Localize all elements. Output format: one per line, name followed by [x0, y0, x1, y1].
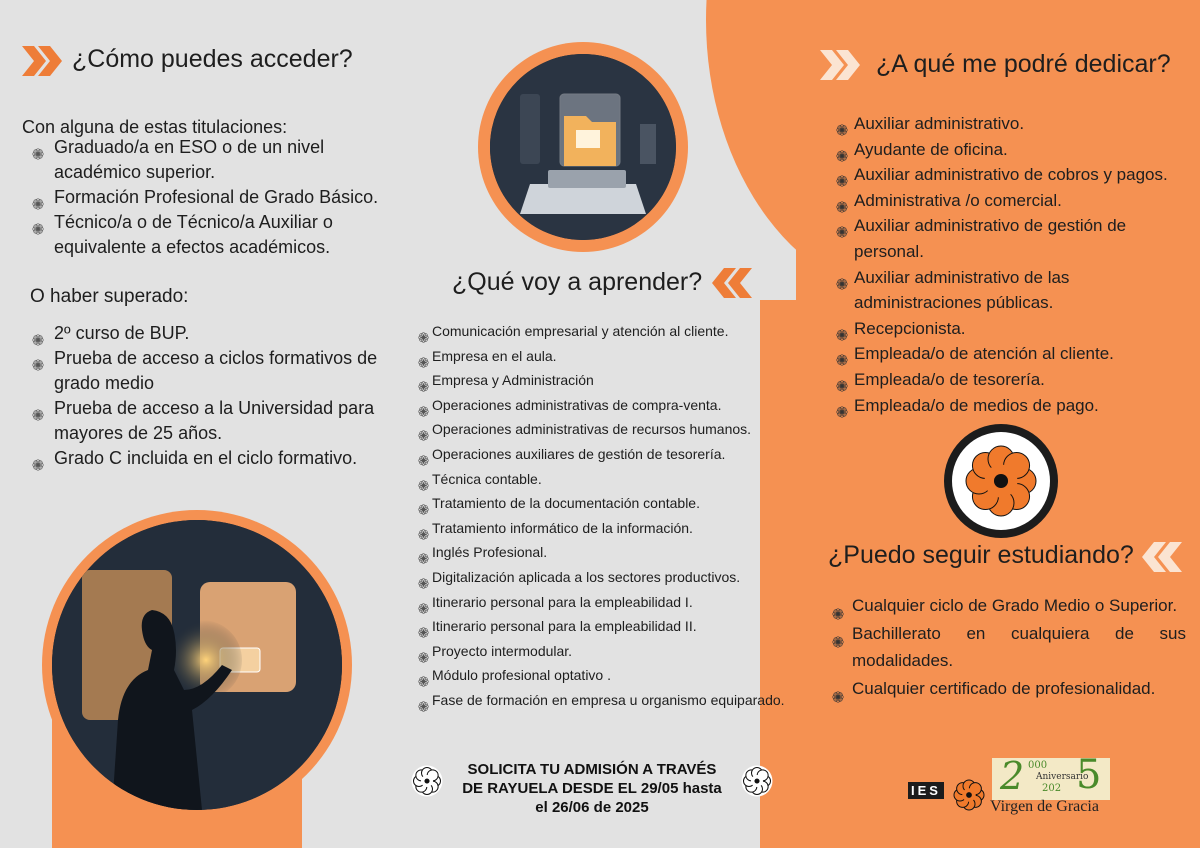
- modules-list: [418, 319, 798, 713]
- list-item-text: Graduado/a en ESO o de un nivel académico superior.: [54, 137, 325, 182]
- cta-line-1: SOLICITA TU ADMISIÓN A TRAVÉS: [467, 761, 717, 778]
- ies-label: IES: [908, 782, 944, 799]
- anniversary-mark: [992, 752, 1110, 800]
- flower-bullet-icon: [836, 272, 848, 298]
- list-item: [418, 614, 798, 639]
- list-item: [836, 393, 1186, 419]
- jobs-title: ¿A qué me podré dedicar?: [876, 50, 1171, 78]
- flower-bullet-icon: [418, 695, 429, 720]
- list-item: [836, 316, 1186, 342]
- list-item: [836, 111, 1186, 137]
- flower-badge-icon-left: [410, 764, 444, 803]
- list-item: [836, 188, 1186, 214]
- list-item: [836, 341, 1186, 367]
- list-item-text: Empleada/o de medios de pago.: [854, 395, 1099, 415]
- flower-bullet-icon: [32, 217, 44, 242]
- jobs-list: [836, 111, 1186, 418]
- list-item: [418, 540, 798, 565]
- access-title: ¿Cómo puedes acceder?: [72, 45, 353, 73]
- school-emblem: [944, 424, 1058, 538]
- list-item-text: Prueba de acceso a ciclos formativos de grado medio: [54, 348, 378, 393]
- list-item-text: Bachillerato en cualquiera de sus modalidades.: [852, 623, 1186, 670]
- list-item: [836, 265, 1186, 316]
- double-chevron-right-icon: [818, 48, 862, 82]
- flower-bullet-icon: [836, 400, 848, 426]
- school-name: Virgen de Gracia: [990, 798, 1099, 815]
- access-intro: Con alguna de estas titulaciones:: [22, 117, 288, 137]
- flower-bullet-icon: [32, 403, 44, 428]
- list-item-text: Cualquier certificado de profesionalidad.: [852, 678, 1156, 698]
- list-item: [22, 135, 382, 185]
- cta-line-3: el 26/06 de 2025: [535, 799, 649, 816]
- list-item: [22, 396, 402, 446]
- list-item: [418, 688, 798, 713]
- list-item: [836, 137, 1186, 163]
- list-item-text: Auxiliar administrativo de cobros y pagos.: [854, 165, 1168, 185]
- flower-badge-icon-right: [740, 764, 774, 803]
- list-item: [418, 417, 798, 442]
- logo-flower-icon: [950, 776, 988, 819]
- list-item: [828, 675, 1186, 703]
- learn-title: ¿Qué voy a aprender?: [452, 268, 703, 296]
- flower-bullet-icon: [32, 453, 44, 478]
- aniv-label: Aniversario: [1036, 772, 1089, 782]
- list-item-text: Técnico/a o de Técnico/a Auxiliar o equivalente a efectos académicos.: [54, 212, 333, 257]
- cta-line-2: DE RAYUELA DESDE EL 29/05 hasta: [462, 780, 722, 797]
- list-item: [22, 346, 402, 396]
- list-item-text: Módulo profesional optativo .: [432, 667, 611, 684]
- list-item: [22, 321, 402, 346]
- list-item-text: Auxiliar administrativo de gestión de personal.: [854, 216, 1127, 261]
- flower-bullet-icon: [836, 220, 848, 246]
- businessman-illustration: [52, 520, 342, 810]
- list-item-text: Proyecto intermodular.: [432, 642, 573, 659]
- list-item-text: Itinerario personal para la empleabilidad I.: [432, 593, 693, 610]
- list-item-text: Formación Profesional de Grado Básico.: [54, 187, 379, 207]
- list-item-text: Empresa en el aula.: [432, 347, 557, 364]
- list-item-text: Cualquier ciclo de Grado Medio o Superior.: [852, 596, 1178, 615]
- list-item: [22, 185, 382, 210]
- list-item: [836, 162, 1186, 188]
- list-item-text: Digitalización aplicada a los sectores productivos.: [432, 568, 741, 585]
- list-item: [418, 491, 798, 516]
- list-item-text: Itinerario personal para la empleabilidad II.: [432, 618, 697, 635]
- flower-bullet-icon: [832, 684, 844, 712]
- laptop-folder-illustration: [490, 54, 676, 240]
- study-title: ¿Puedo seguir estudiando?: [828, 541, 1134, 569]
- list-item-text: Grado C incluida en el ciclo formativo.: [54, 448, 358, 468]
- list-item-text: Tratamiento informático de la información.: [432, 519, 693, 536]
- aniv-5: 5: [1076, 752, 1102, 798]
- list-item-text: Empleada/o de atención al cliente.: [854, 344, 1114, 364]
- list-item-text: Auxiliar administrativo.: [854, 114, 1025, 133]
- list-item: [418, 590, 798, 615]
- list-item: [418, 467, 798, 492]
- list-item: [836, 367, 1186, 393]
- list-item: [418, 565, 798, 590]
- list-item-text: Auxiliar administrativo de las administraciones públicas.: [854, 267, 1070, 313]
- list-item-text: Administrativa /o comercial.: [854, 190, 1062, 210]
- or-label: O haber superado:: [30, 286, 189, 307]
- list-item: [418, 663, 798, 688]
- list-item-text: Operaciones administrativas de recursos humanos.: [432, 421, 752, 438]
- list-item: [836, 213, 1186, 264]
- superado-list: [22, 321, 402, 471]
- admission-cta: [452, 760, 732, 817]
- aniv-bottom: 202: [1042, 783, 1062, 794]
- list-item-text: Empleada/o de tesorería.: [854, 369, 1045, 389]
- titulaciones-list: [22, 135, 382, 260]
- list-item: [22, 210, 382, 260]
- list-item-text: Empresa y Administración: [432, 372, 594, 389]
- double-chevron-right-icon: [20, 44, 64, 78]
- study-list: [828, 592, 1186, 702]
- list-item-text: Recepcionista.: [854, 318, 966, 338]
- list-item: [418, 639, 798, 664]
- list-item-text: Prueba de acceso a la Universidad para mayores de 25 años.: [54, 398, 375, 443]
- list-item-text: Operaciones auxiliares de gestión de tesorería.: [432, 445, 726, 462]
- list-item-text: Ayudante de oficina.: [854, 139, 1008, 159]
- double-chevron-left-icon: [710, 266, 754, 300]
- list-item-text: Tratamiento de la documentación contable.: [432, 495, 700, 512]
- list-item: [418, 442, 798, 467]
- list-item: [828, 592, 1186, 620]
- aniv-2: 2: [1000, 754, 1025, 798]
- list-item-text: Técnica contable.: [432, 470, 542, 487]
- list-item-text: Fase de formación en empresa u organismo equiparado.: [432, 691, 785, 708]
- list-item-text: Operaciones administrativas de compra-venta.: [432, 396, 722, 413]
- aniv-top: 000: [1028, 760, 1048, 771]
- list-item: [418, 368, 798, 393]
- list-item-text: 2º curso de BUP.: [54, 323, 190, 343]
- list-item-text: Inglés Profesional.: [432, 544, 548, 561]
- flower-bullet-icon: [32, 353, 44, 378]
- double-chevron-left-icon: [1140, 540, 1184, 574]
- list-item: [418, 393, 798, 418]
- list-item: [828, 620, 1186, 675]
- list-item: [418, 516, 798, 541]
- list-item: [418, 319, 798, 344]
- list-item-text: Comunicación empresarial y atención al cliente.: [432, 323, 729, 339]
- list-item: [418, 344, 798, 369]
- flower-bullet-icon: [32, 142, 44, 167]
- flower-bullet-icon: [832, 629, 844, 657]
- list-item: [22, 446, 402, 471]
